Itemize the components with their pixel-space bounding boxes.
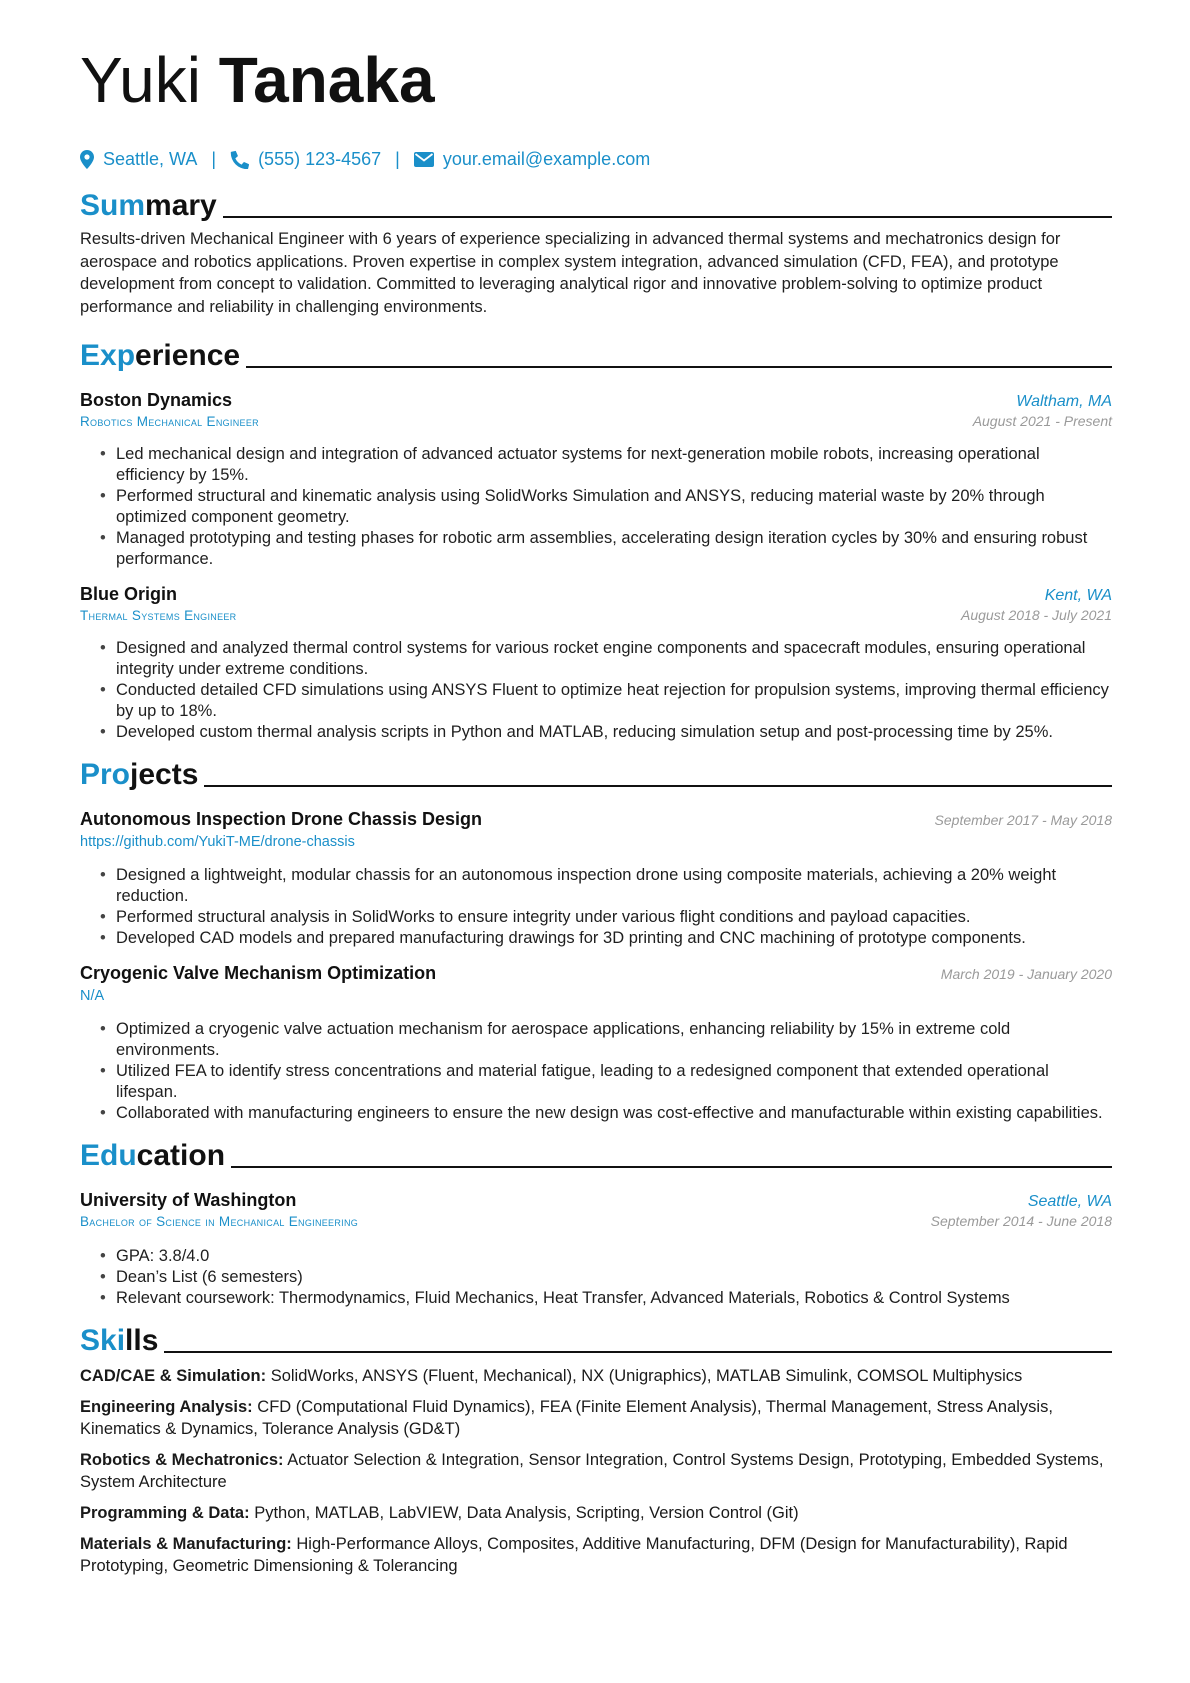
- employer-name: Blue Origin: [80, 584, 178, 604]
- email-link[interactable]: your.email@example.com: [442, 148, 651, 169]
- list-item: • Collaborated with manufacturing engineers to ensure the new design was cost-effective and manufacturable within existing capabilities.: [116, 1103, 1112, 1124]
- employer-name: Boston Dynamics: [80, 390, 233, 410]
- phone-icon: [230, 150, 249, 169]
- skills-list: [80, 1365, 1112, 1577]
- skill-values: Actuator Selection & Integration, Sensor Integration, Control Systems Design, Prototyping, Embedded Systems, System Architecture: [80, 1451, 1104, 1491]
- list-item: • Utilized FEA to identify stress concentrations and material fatigue, leading to a redesigned component that extended operational lifespan.: [116, 1061, 1112, 1103]
- entry-header-row: [80, 388, 1112, 412]
- entry-header-row: [80, 807, 1112, 831]
- skill-category: Programming & Data:: [80, 1504, 250, 1522]
- list-item: • Relevant coursework: Thermodynamics, Fluid Mechanics, Heat Transfer, Advanced Materials, Robotics & Control Systems: [116, 1288, 1112, 1309]
- skill-category: CAD/CAE & Simulation:: [80, 1367, 267, 1385]
- education-entry: [80, 1188, 1112, 1309]
- section-experience-heading: [80, 336, 1112, 374]
- list-item: • Developed custom thermal analysis scripts in Python and MATLAB, reducing simulation setup and post-processing time by 25%.: [116, 722, 1112, 743]
- entry-subheader-row: [80, 606, 1112, 626]
- section-projects-heading: [80, 755, 1112, 793]
- list-item: • Managed prototyping and testing phases for robotic arm assemblies, accelerating design iteration cycles by 30% and ensuring robust performance.: [116, 528, 1112, 570]
- summary-text: Results-driven Mechanical Engineer with 6 years of experience specializing in advanced thermal systems and mechatronics design for aerospace and robotics applications. Proven expertise in complex system integration, advanced simulation (CFD, FEA), and prototype development from concept to validation. Committed to leveraging analytical rigor and innovative problem-solving to optimize product performance and reliability in challenging environments.: [80, 230, 1061, 316]
- phone-text[interactable]: (555) 123-4567: [258, 148, 382, 169]
- section-title: [80, 757, 198, 793]
- title-highlight: Sum: [80, 189, 146, 222]
- education-dates: September 2014 - June 2018: [930, 1213, 1112, 1229]
- bullet-list: [80, 444, 1112, 570]
- job-dates: August 2021 - Present: [972, 413, 1112, 429]
- skill-row: [80, 1396, 1112, 1440]
- project-link: N/A: [80, 988, 105, 1004]
- project-name: Autonomous Inspection Drone Chassis Design: [80, 809, 483, 829]
- title-highlight: Edu: [80, 1139, 137, 1172]
- skill-values: Python, MATLAB, LabVIEW, Data Analysis, Scripting, Version Control (Git): [254, 1504, 799, 1522]
- section-divider: [164, 1351, 1112, 1353]
- list-item: • Designed and analyzed thermal control systems for various rocket engine components and spacecraft modules, ensuring operational integrity under extreme conditions.: [116, 638, 1112, 680]
- section-skills-heading: [80, 1321, 1112, 1359]
- school-name: University of Washington: [80, 1190, 297, 1210]
- last-name: Tanaka: [218, 44, 435, 116]
- project-entry: [80, 961, 1112, 1124]
- skill-row: [80, 1365, 1112, 1387]
- title-rest: lls: [125, 1324, 159, 1357]
- section-title: [80, 1323, 158, 1359]
- section-title: [80, 188, 217, 224]
- bullet-list: [80, 1019, 1112, 1124]
- contact-separator: |: [211, 148, 217, 169]
- entry-header-row: [80, 961, 1112, 985]
- section-education-heading: [80, 1136, 1112, 1174]
- job-title: Thermal Systems Engineer: [80, 608, 237, 623]
- project-dates: September 2017 - May 2018: [934, 812, 1112, 828]
- contact-location: [80, 149, 197, 170]
- section-divider: [246, 366, 1112, 368]
- list-item: • Designed a lightweight, modular chassis for an autonomous inspection drone using composite materials, achieving a 20% weight reduction.: [116, 865, 1112, 907]
- entry-subheader-row: [80, 1212, 1112, 1232]
- bullet-list: [80, 865, 1112, 949]
- first-name: Yuki: [80, 44, 201, 116]
- bullet-list: [80, 1246, 1112, 1309]
- skill-category: Engineering Analysis:: [80, 1398, 253, 1416]
- job-title: Robotics Mechanical Engineer: [80, 414, 259, 429]
- contact-phone[interactable]: [230, 149, 381, 170]
- section-divider: [223, 216, 1112, 218]
- envelope-icon: [414, 152, 434, 167]
- title-rest: jects: [130, 758, 199, 791]
- candidate-name: [80, 38, 1112, 122]
- list-item: • Performed structural and kinematic analysis using SolidWorks Simulation and ANSYS, reducing material waste by 20% through optimized component geometry.: [116, 486, 1112, 528]
- experience-entry: [80, 582, 1112, 743]
- skill-row: [80, 1502, 1112, 1524]
- skill-row: [80, 1533, 1112, 1577]
- list-item: • Developed CAD models and prepared manufacturing drawings for 3D printing and CNC machining of prototype components.: [116, 928, 1112, 949]
- section-divider: [231, 1166, 1112, 1168]
- job-dates: August 2018 - July 2021: [961, 607, 1112, 623]
- skill-category: Materials & Manufacturing:: [80, 1535, 292, 1553]
- employer-location: Kent, WA: [1044, 587, 1112, 604]
- skill-values: CFD (Computational Fluid Dynamics), FEA (Finite Element Analysis), Thermal Management, Stress Analysis, Kinematics & Dynamics, Tolerance Analysis (GD&T): [80, 1398, 1053, 1438]
- degree-title: Bachelor of Science in Mechanical Engineering: [80, 1214, 359, 1229]
- contact-bar: [80, 146, 1112, 172]
- list-item: • GPA: 3.8/4.0: [116, 1246, 1112, 1267]
- title-rest: cation: [136, 1139, 226, 1172]
- entry-header-row: [80, 582, 1112, 606]
- entry-header-row: [80, 1188, 1112, 1212]
- experience-entry: [80, 388, 1112, 570]
- project-entry: [80, 807, 1112, 949]
- title-highlight: Pro: [80, 758, 131, 791]
- title-highlight: Ski: [80, 1324, 126, 1357]
- bullet-list: [80, 638, 1112, 743]
- list-item: • Dean’s List (6 semesters): [116, 1267, 1112, 1288]
- school-location: Seattle, WA: [1027, 1193, 1112, 1210]
- project-dates: March 2019 - January 2020: [940, 966, 1112, 982]
- section-divider: [204, 785, 1112, 787]
- section-title: [80, 1138, 225, 1174]
- title-highlight: Exp: [80, 339, 136, 372]
- project-name: Cryogenic Valve Mechanism Optimization: [80, 963, 437, 983]
- map-pin-icon: [80, 150, 94, 169]
- list-item: • Conducted detailed CFD simulations using ANSYS Fluent to optimize heat rejection for propulsion systems, improving thermal efficiency by up to 18%.: [116, 680, 1112, 722]
- list-item: • Led mechanical design and integration of advanced actuator systems for next-generation mobile robots, increasing operational efficiency by 15%.: [116, 444, 1112, 486]
- skill-values: High-Performance Alloys, Composites, Additive Manufacturing, DFM (Design for Manufacturability), Rapid Prototyping, Geometric Dimensioning & Tolerancing: [80, 1535, 1068, 1575]
- contact-email[interactable]: [414, 149, 650, 170]
- list-item: • Optimized a cryogenic valve actuation mechanism for aerospace applications, enhancing reliability by 15% in extreme cold environments.: [116, 1019, 1112, 1061]
- skill-values: SolidWorks, ANSYS (Fluent, Mechanical), NX (Unigraphics), MATLAB Simulink, COMSOL Multiphysics: [270, 1367, 1023, 1385]
- location-text: Seattle, WA: [103, 148, 198, 169]
- section-title: [80, 338, 240, 374]
- entry-subheader-row: [80, 412, 1112, 432]
- skill-row: [80, 1449, 1112, 1493]
- list-item: • Performed structural analysis in SolidWorks to ensure integrity under various flight conditions and payload capacities.: [116, 907, 1112, 928]
- employer-location: Waltham, MA: [1016, 393, 1112, 410]
- contact-separator: |: [395, 148, 400, 169]
- skill-category: Robotics & Mechatronics:: [80, 1451, 284, 1469]
- title-rest: mary: [145, 189, 217, 222]
- project-link[interactable]: https://github.com/YukiT-ME/drone-chassis: [80, 834, 355, 850]
- section-summary-heading: [80, 186, 1112, 224]
- title-rest: erience: [135, 339, 241, 372]
